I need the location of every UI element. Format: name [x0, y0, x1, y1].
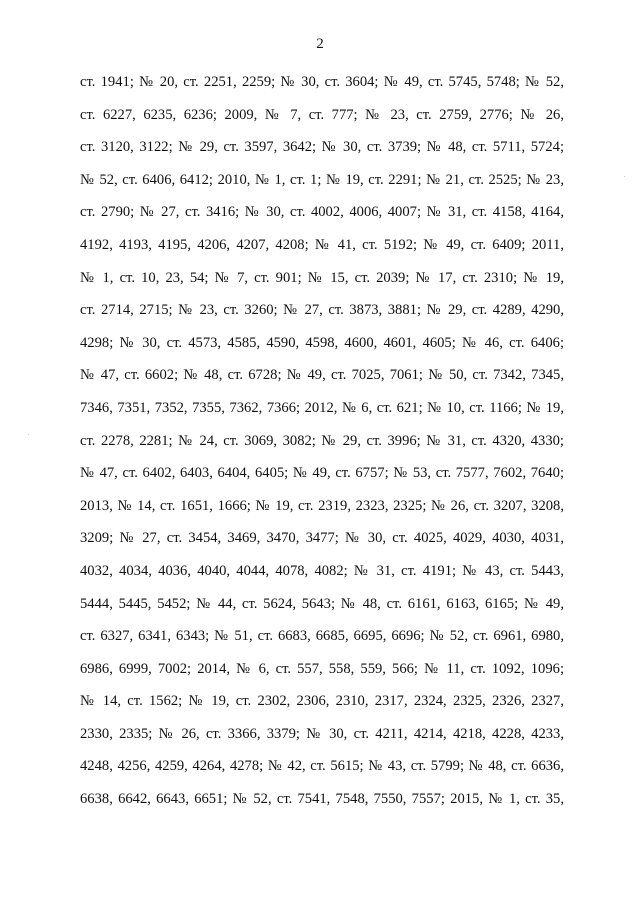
text-line: 2013, № 14, ст. 1651, 1666; № 19, ст. 2319, 2323, 2325; № 26, ст. 3207, 3208,: [80, 497, 564, 514]
text-line: ст. 2714, 2715; № 23, ст. 3260; № 27, ст. 3873, 3881; № 29, ст. 4289, 4290,: [80, 302, 564, 319]
text-line: 4248, 4256, 4259, 4264, 4278; № 42, ст. 5615; № 43, ст. 5799; № 48, ст. 6636,: [80, 758, 564, 775]
text-line: ст. 3120, 3122; № 29, ст. 3597, 3642; № 30, ст. 3739; № 48, ст. 5711, 5724;: [80, 139, 564, 156]
document-body: [80, 66, 564, 816]
text-line: № 47, ст. 6402, 6403, 6404, 6405; № 49, ст. 6757; № 53, ст. 7577, 7602, 7640;: [80, 465, 564, 482]
text-line: 4298; № 30, ст. 4573, 4585, 4590, 4598, 4600, 4601, 4605; № 46, ст. 6406;: [80, 334, 564, 351]
text-line: ст. 2790; № 27, ст. 3416; № 30, ст. 4002, 4006, 4007; № 31, ст. 4158, 4164,: [80, 204, 564, 221]
text-line: ст. 6327, 6341, 6343; № 51, ст. 6683, 6685, 6695, 6696; № 52, ст. 6961, 6980,: [80, 628, 564, 645]
text-line: 6638, 6642, 6643, 6651; № 52, ст. 7541, 7548, 7550, 7557; 2015, № 1, ст. 35,: [80, 791, 564, 808]
scan-speck: [624, 176, 625, 177]
scan-speck: [28, 434, 29, 435]
page-number: 2: [316, 36, 324, 52]
text-line: 3209; № 27, ст. 3454, 3469, 3470, 3477; № 30, ст. 4025, 4029, 4030, 4031,: [80, 530, 564, 547]
text-line: 6986, 6999, 7002; 2014, № 6, ст. 557, 558, 559, 566; № 11, ст. 1092, 1096;: [80, 660, 564, 677]
text-line: ст. 6227, 6235, 6236; 2009, № 7, ст. 777; № 23, ст. 2759, 2776; № 26,: [80, 106, 564, 123]
text-line: 4192, 4193, 4195, 4206, 4207, 4208; № 41, ст. 5192; № 49, ст. 6409; 2011,: [80, 236, 564, 253]
text-line: № 14, ст. 1562; № 19, ст. 2302, 2306, 2310, 2317, 2324, 2325, 2326, 2327,: [80, 693, 564, 710]
text-line: ст. 2278, 2281; № 24, ст. 3069, 3082; № 29, ст. 3996; № 31, ст. 4320, 4330;: [80, 432, 564, 449]
text-line: 4032, 4034, 4036, 4040, 4044, 4078, 4082; № 31, ст. 4191; № 43, ст. 5443,: [80, 562, 564, 579]
text-line: № 52, ст. 6406, 6412; 2010, № 1, ст. 1; № 19, ст. 2291; № 21, ст. 2525; № 23,: [80, 171, 564, 188]
text-line: № 1, ст. 10, 23, 54; № 7, ст. 901; № 15, ст. 2039; № 17, ст. 2310; № 19,: [80, 269, 564, 286]
text-line: 5444, 5445, 5452; № 44, ст. 5624, 5643; № 48, ст. 6161, 6163, 6165; № 49,: [80, 595, 564, 612]
text-line: 2330, 2335; № 26, ст. 3366, 3379; № 30, ст. 4211, 4214, 4218, 4228, 4233,: [80, 725, 564, 742]
text-line: ст. 1941; № 20, ст. 2251, 2259; № 30, ст. 3604; № 49, ст. 5745, 5748; № 52,: [80, 74, 564, 90]
text-line: 7346, 7351, 7352, 7355, 7362, 7366; 2012, № 6, ст. 621; № 10, ст. 1166; № 19,: [80, 399, 564, 416]
text-line: № 47, ст. 6602; № 48, ст. 6728; № 49, ст. 7025, 7061; № 50, ст. 7342, 7345,: [80, 367, 564, 384]
